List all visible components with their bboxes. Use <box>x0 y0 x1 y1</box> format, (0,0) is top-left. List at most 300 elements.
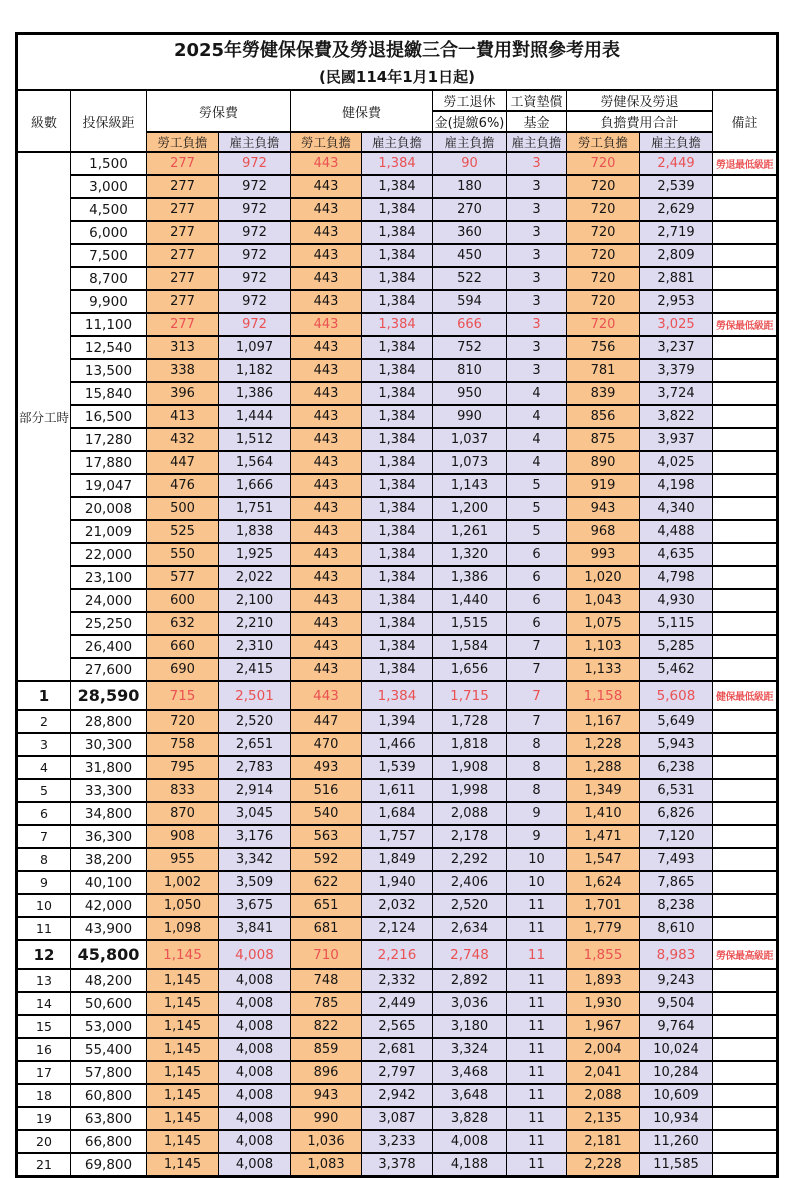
fee-cell: 2,748 <box>433 940 507 969</box>
fee-cell: 592 <box>291 848 362 871</box>
fee-cell: 993 <box>567 543 640 566</box>
fee-cell: 1,940 <box>362 871 433 894</box>
bracket-cell: 38,200 <box>71 848 147 871</box>
fee-cell: 4,008 <box>219 992 291 1015</box>
bracket-cell: 30,300 <box>71 733 147 756</box>
fee-cell: 3 <box>507 175 567 198</box>
fee-cell: 1,818 <box>433 733 507 756</box>
fee-cell: 1,384 <box>362 175 433 198</box>
fee-cell: 1,728 <box>433 710 507 733</box>
fee-cell: 447 <box>291 710 362 733</box>
fee-cell: 720 <box>567 175 640 198</box>
note-cell <box>713 635 778 658</box>
note-cell: 勞保最低級距 <box>713 313 778 336</box>
fee-cell: 1,466 <box>362 733 433 756</box>
fee-cell: 11 <box>507 969 567 992</box>
fee-cell: 11 <box>507 1130 567 1153</box>
note-cell: 勞保最高級距 <box>713 940 778 969</box>
fee-cell: 4,798 <box>640 566 713 589</box>
bracket-cell: 8,700 <box>71 267 147 290</box>
fee-cell: 1,384 <box>362 658 433 681</box>
fee-cell: 5,115 <box>640 612 713 635</box>
fee-cell: 990 <box>433 405 507 428</box>
fee-cell: 2,292 <box>433 848 507 871</box>
bracket-cell: 17,280 <box>71 428 147 451</box>
bracket-cell: 40,100 <box>71 871 147 894</box>
fee-cell: 1,037 <box>433 428 507 451</box>
fee-cell: 2,942 <box>362 1084 433 1107</box>
fee-cell: 7 <box>507 681 567 710</box>
fee-cell: 3,675 <box>219 894 291 917</box>
fee-cell: 413 <box>147 405 219 428</box>
fee-cell: 577 <box>147 566 219 589</box>
fee-cell: 4,198 <box>640 474 713 497</box>
fee-cell: 972 <box>219 290 291 313</box>
fee-cell: 1,384 <box>362 589 433 612</box>
fee-cell: 277 <box>147 221 219 244</box>
fee-cell: 3,087 <box>362 1107 433 1130</box>
fee-cell: 360 <box>433 221 507 244</box>
fee-cell: 9 <box>507 802 567 825</box>
fee-cell: 1,584 <box>433 635 507 658</box>
fee-cell: 1,098 <box>147 917 219 940</box>
bracket-cell: 6,000 <box>71 221 147 244</box>
fee-cell: 11 <box>507 1015 567 1038</box>
fee-cell: 1,930 <box>567 992 640 1015</box>
fee-cell: 525 <box>147 520 219 543</box>
fee-cell: 632 <box>147 612 219 635</box>
fee-cell: 5 <box>507 520 567 543</box>
fee-cell: 1,349 <box>567 779 640 802</box>
fee-cell: 3 <box>507 198 567 221</box>
fee-cell: 1,386 <box>219 382 291 405</box>
table-row <box>17 1015 778 1038</box>
bracket-cell: 53,000 <box>71 1015 147 1038</box>
header-level: 級數 <box>17 90 71 152</box>
fee-cell: 443 <box>291 451 362 474</box>
fee-cell: 500 <box>147 497 219 520</box>
fee-cell: 2,041 <box>567 1061 640 1084</box>
bracket-cell: 22,000 <box>71 543 147 566</box>
note-cell <box>713 779 778 802</box>
bracket-cell: 26,400 <box>71 635 147 658</box>
fee-cell: 1,103 <box>567 635 640 658</box>
table-row <box>17 802 778 825</box>
fee-cell: 681 <box>291 917 362 940</box>
fee-cell: 11 <box>507 940 567 969</box>
fee-cell: 1,384 <box>362 152 433 175</box>
fee-cell: 7 <box>507 635 567 658</box>
fee-cell: 2,332 <box>362 969 433 992</box>
fee-cell: 1,097 <box>219 336 291 359</box>
bracket-cell: 27,600 <box>71 658 147 681</box>
fee-cell: 1,145 <box>147 1084 219 1107</box>
fee-cell: 1,471 <box>567 825 640 848</box>
fee-cell: 1,384 <box>362 497 433 520</box>
fee-cell: 8,610 <box>640 917 713 940</box>
fee-cell: 1,145 <box>147 1107 219 1130</box>
table-row <box>17 871 778 894</box>
fee-cell: 748 <box>291 969 362 992</box>
bracket-cell: 21,009 <box>71 520 147 543</box>
fee-cell: 10 <box>507 848 567 871</box>
fee-cell: 1,666 <box>219 474 291 497</box>
fee-cell: 443 <box>291 566 362 589</box>
level-cell: 21 <box>17 1153 71 1177</box>
fee-cell: 1,200 <box>433 497 507 520</box>
fee-cell: 2,088 <box>433 802 507 825</box>
note-cell <box>713 1130 778 1153</box>
fee-cell: 720 <box>567 313 640 336</box>
fee-cell: 5,285 <box>640 635 713 658</box>
fee-cell: 8 <box>507 733 567 756</box>
fee-cell: 2,501 <box>219 681 291 710</box>
note-cell <box>713 1038 778 1061</box>
fee-cell: 7,493 <box>640 848 713 871</box>
bracket-cell: 57,800 <box>71 1061 147 1084</box>
fee-cell: 2,310 <box>219 635 291 658</box>
fee-cell: 443 <box>291 221 362 244</box>
bracket-cell: 33,300 <box>71 779 147 802</box>
bracket-cell: 3,000 <box>71 175 147 198</box>
fee-cell: 1,394 <box>362 710 433 733</box>
table-row <box>17 497 778 520</box>
subheader-total-employer: 雇主負擔 <box>640 132 713 152</box>
bracket-cell: 34,800 <box>71 802 147 825</box>
level-cell: 6 <box>17 802 71 825</box>
fee-cell: 600 <box>147 589 219 612</box>
level-cell: 10 <box>17 894 71 917</box>
bracket-cell: 28,590 <box>71 681 147 710</box>
subheader-labor-employee: 勞工負擔 <box>147 132 219 152</box>
fee-cell: 2,124 <box>362 917 433 940</box>
fee-cell: 443 <box>291 589 362 612</box>
fee-cell: 1,145 <box>147 1038 219 1061</box>
table-row <box>17 221 778 244</box>
note-cell <box>713 290 778 313</box>
subheader-labor-employer: 雇主負擔 <box>219 132 291 152</box>
subheader-health-employee: 勞工負擔 <box>291 132 362 152</box>
fee-cell: 1,182 <box>219 359 291 382</box>
fee-cell: 6 <box>507 566 567 589</box>
fee-cell: 972 <box>219 221 291 244</box>
note-cell <box>713 244 778 267</box>
header-total-line1: 勞健保及勞退 <box>567 90 713 111</box>
table-row <box>17 520 778 543</box>
fee-cell: 896 <box>291 1061 362 1084</box>
fee-cell: 1,757 <box>362 825 433 848</box>
level-cell: 8 <box>17 848 71 871</box>
note-cell <box>713 871 778 894</box>
level-cell: 15 <box>17 1015 71 1038</box>
header-labor-insurance: 勞保費 <box>147 90 291 132</box>
note-cell: 健保最低級距 <box>713 681 778 710</box>
fee-cell: 443 <box>291 474 362 497</box>
table-row <box>17 779 778 802</box>
note-cell: 勞退最低級距 <box>713 152 778 175</box>
header-note: 備註 <box>713 90 778 152</box>
fee-cell: 2,953 <box>640 290 713 313</box>
fee-cell: 2,135 <box>567 1107 640 1130</box>
fee-cell: 277 <box>147 198 219 221</box>
level-cell: 14 <box>17 992 71 1015</box>
level-cell: 9 <box>17 871 71 894</box>
table-subtitle: (民國114年1月1日起) <box>319 68 475 86</box>
fee-cell: 2,520 <box>219 710 291 733</box>
fee-cell: 1,143 <box>433 474 507 497</box>
fee-cell: 1,779 <box>567 917 640 940</box>
fee-cell: 1,145 <box>147 1061 219 1084</box>
fee-cell: 4 <box>507 451 567 474</box>
fee-cell: 443 <box>291 152 362 175</box>
table-row <box>17 198 778 221</box>
fee-cell: 890 <box>567 451 640 474</box>
table-row <box>17 1084 778 1107</box>
fee-cell: 1,384 <box>362 681 433 710</box>
level-group-cell: 部分工時 <box>17 152 71 681</box>
bracket-cell: 31,800 <box>71 756 147 779</box>
note-cell <box>713 497 778 520</box>
fee-cell: 443 <box>291 635 362 658</box>
fee-cell: 443 <box>291 267 362 290</box>
note-cell <box>713 1084 778 1107</box>
fee-cell: 3,237 <box>640 336 713 359</box>
fee-cell: 1,145 <box>147 1130 219 1153</box>
table-body <box>17 152 778 1177</box>
bracket-cell: 7,500 <box>71 244 147 267</box>
fee-cell: 1,849 <box>362 848 433 871</box>
fee-cell: 972 <box>219 244 291 267</box>
fee-cell: 666 <box>433 313 507 336</box>
fee-cell: 1,624 <box>567 871 640 894</box>
fee-cell: 955 <box>147 848 219 871</box>
note-cell <box>713 1061 778 1084</box>
fee-cell: 1,925 <box>219 543 291 566</box>
fee-cell: 972 <box>219 198 291 221</box>
bracket-cell: 45,800 <box>71 940 147 969</box>
fee-cell: 859 <box>291 1038 362 1061</box>
fee-cell: 1,967 <box>567 1015 640 1038</box>
fee-cell: 180 <box>433 175 507 198</box>
fee-cell: 972 <box>219 175 291 198</box>
fee-cell: 4,008 <box>219 1038 291 1061</box>
note-cell <box>713 428 778 451</box>
fee-cell: 11 <box>507 1061 567 1084</box>
level-cell: 2 <box>17 710 71 733</box>
fee-cell: 10,609 <box>640 1084 713 1107</box>
fee-cell: 277 <box>147 290 219 313</box>
fee-cell: 2,178 <box>433 825 507 848</box>
fee-cell: 1,384 <box>362 382 433 405</box>
note-cell <box>713 848 778 871</box>
fee-cell: 443 <box>291 175 362 198</box>
table-row <box>17 1061 778 1084</box>
bracket-cell: 60,800 <box>71 1084 147 1107</box>
note-cell <box>713 992 778 1015</box>
fee-cell: 476 <box>147 474 219 497</box>
fee-cell: 270 <box>433 198 507 221</box>
fee-cell: 1,512 <box>219 428 291 451</box>
fee-cell: 919 <box>567 474 640 497</box>
fee-cell: 720 <box>567 221 640 244</box>
fee-cell: 3,828 <box>433 1107 507 1130</box>
table-row <box>17 940 778 969</box>
fee-cell: 9,504 <box>640 992 713 1015</box>
note-cell <box>713 969 778 992</box>
fee-cell: 720 <box>567 244 640 267</box>
table-title: 2025年勞健保保費及勞退提繳三合一費用對照參考用表 <box>173 40 621 61</box>
fee-cell: 1,893 <box>567 969 640 992</box>
fee-cell: 10,934 <box>640 1107 713 1130</box>
note-cell <box>713 566 778 589</box>
fee-cell: 3,036 <box>433 992 507 1015</box>
fee-cell: 1,158 <box>567 681 640 710</box>
fee-cell: 1,384 <box>362 198 433 221</box>
fee-cell: 1,564 <box>219 451 291 474</box>
fee-cell: 4 <box>507 428 567 451</box>
fee-cell: 1,043 <box>567 589 640 612</box>
fee-cell: 1,656 <box>433 658 507 681</box>
fee-cell: 1,855 <box>567 940 640 969</box>
table-row <box>17 267 778 290</box>
fee-cell: 3 <box>507 152 567 175</box>
fee-cell: 6,531 <box>640 779 713 802</box>
fee-cell: 1,384 <box>362 221 433 244</box>
fee-cell: 1,384 <box>362 313 433 336</box>
fee-cell: 4,008 <box>219 1084 291 1107</box>
fee-cell: 2,797 <box>362 1061 433 1084</box>
fee-cell: 6 <box>507 589 567 612</box>
fee-cell: 4 <box>507 382 567 405</box>
fee-cell: 2,216 <box>362 940 433 969</box>
fee-cell: 758 <box>147 733 219 756</box>
fee-cell: 493 <box>291 756 362 779</box>
fee-cell: 8 <box>507 779 567 802</box>
fee-cell: 3,176 <box>219 825 291 848</box>
fee-cell: 972 <box>219 267 291 290</box>
table-row <box>17 917 778 940</box>
fee-cell: 1,515 <box>433 612 507 635</box>
fee-cell: 5,462 <box>640 658 713 681</box>
fee-cell: 8,238 <box>640 894 713 917</box>
fee-cell: 1,384 <box>362 290 433 313</box>
fee-cell: 2,088 <box>567 1084 640 1107</box>
fee-cell: 1,751 <box>219 497 291 520</box>
table-row <box>17 733 778 756</box>
fee-cell: 277 <box>147 313 219 336</box>
fee-cell: 443 <box>291 313 362 336</box>
bracket-cell: 19,047 <box>71 474 147 497</box>
fee-cell: 1,440 <box>433 589 507 612</box>
fee-cell: 3,822 <box>640 405 713 428</box>
fee-cell: 1,715 <box>433 681 507 710</box>
table-row <box>17 635 778 658</box>
fee-cell: 1,288 <box>567 756 640 779</box>
fee-cell: 443 <box>291 543 362 566</box>
fee-cell: 950 <box>433 382 507 405</box>
table-row <box>17 710 778 733</box>
fee-cell: 3 <box>507 267 567 290</box>
fee-cell: 3 <box>507 359 567 382</box>
note-cell <box>713 405 778 428</box>
fee-cell: 338 <box>147 359 219 382</box>
fee-cell: 1,384 <box>362 635 433 658</box>
fee-cell: 7 <box>507 710 567 733</box>
table-header <box>17 34 778 153</box>
level-cell: 4 <box>17 756 71 779</box>
fee-cell: 7,120 <box>640 825 713 848</box>
fee-cell: 2,032 <box>362 894 433 917</box>
fee-cell: 11 <box>507 1084 567 1107</box>
header-arrear-line2: 基金 <box>507 111 567 132</box>
note-cell <box>713 612 778 635</box>
table-row <box>17 589 778 612</box>
fee-cell: 4,008 <box>219 1061 291 1084</box>
note-cell <box>713 474 778 497</box>
fee-cell: 1,838 <box>219 520 291 543</box>
fee-cell: 3 <box>507 313 567 336</box>
fee-cell: 6 <box>507 612 567 635</box>
fee-cell: 4,008 <box>219 969 291 992</box>
fee-cell: 1,320 <box>433 543 507 566</box>
table-row <box>17 152 778 175</box>
bracket-cell: 24,000 <box>71 589 147 612</box>
table-row <box>17 428 778 451</box>
bracket-cell: 50,600 <box>71 992 147 1015</box>
note-cell <box>713 589 778 612</box>
fee-cell: 1,384 <box>362 267 433 290</box>
fee-cell: 2,629 <box>640 198 713 221</box>
fee-cell: 839 <box>567 382 640 405</box>
table-row <box>17 451 778 474</box>
fee-cell: 470 <box>291 733 362 756</box>
fee-cell: 1,384 <box>362 244 433 267</box>
table-row <box>17 848 778 871</box>
fee-cell: 810 <box>433 359 507 382</box>
note-cell <box>713 658 778 681</box>
fee-cell: 313 <box>147 336 219 359</box>
fee-cell: 3,937 <box>640 428 713 451</box>
bracket-cell: 17,880 <box>71 451 147 474</box>
fee-cell: 1,384 <box>362 359 433 382</box>
fee-cell: 540 <box>291 802 362 825</box>
fee-cell: 1,444 <box>219 405 291 428</box>
bracket-cell: 69,800 <box>71 1153 147 1177</box>
table-row <box>17 359 778 382</box>
fee-cell: 785 <box>291 992 362 1015</box>
fee-cell: 432 <box>147 428 219 451</box>
fee-cell: 522 <box>433 267 507 290</box>
fee-cell: 6 <box>507 543 567 566</box>
fee-cell: 4,008 <box>433 1130 507 1153</box>
subheader-total-employee: 勞工負擔 <box>567 132 640 152</box>
fee-cell: 715 <box>147 681 219 710</box>
bracket-cell: 28,800 <box>71 710 147 733</box>
fee-cell: 9,764 <box>640 1015 713 1038</box>
level-cell: 20 <box>17 1130 71 1153</box>
fee-cell: 1,145 <box>147 940 219 969</box>
fee-cell: 1,145 <box>147 1015 219 1038</box>
note-cell <box>713 1015 778 1038</box>
note-cell <box>713 382 778 405</box>
fee-cell: 3,045 <box>219 802 291 825</box>
fee-cell: 1,684 <box>362 802 433 825</box>
fee-cell: 2,210 <box>219 612 291 635</box>
fee-cell: 3,378 <box>362 1153 433 1177</box>
fee-cell: 781 <box>567 359 640 382</box>
bracket-cell: 42,000 <box>71 894 147 917</box>
fee-cell: 1,075 <box>567 612 640 635</box>
